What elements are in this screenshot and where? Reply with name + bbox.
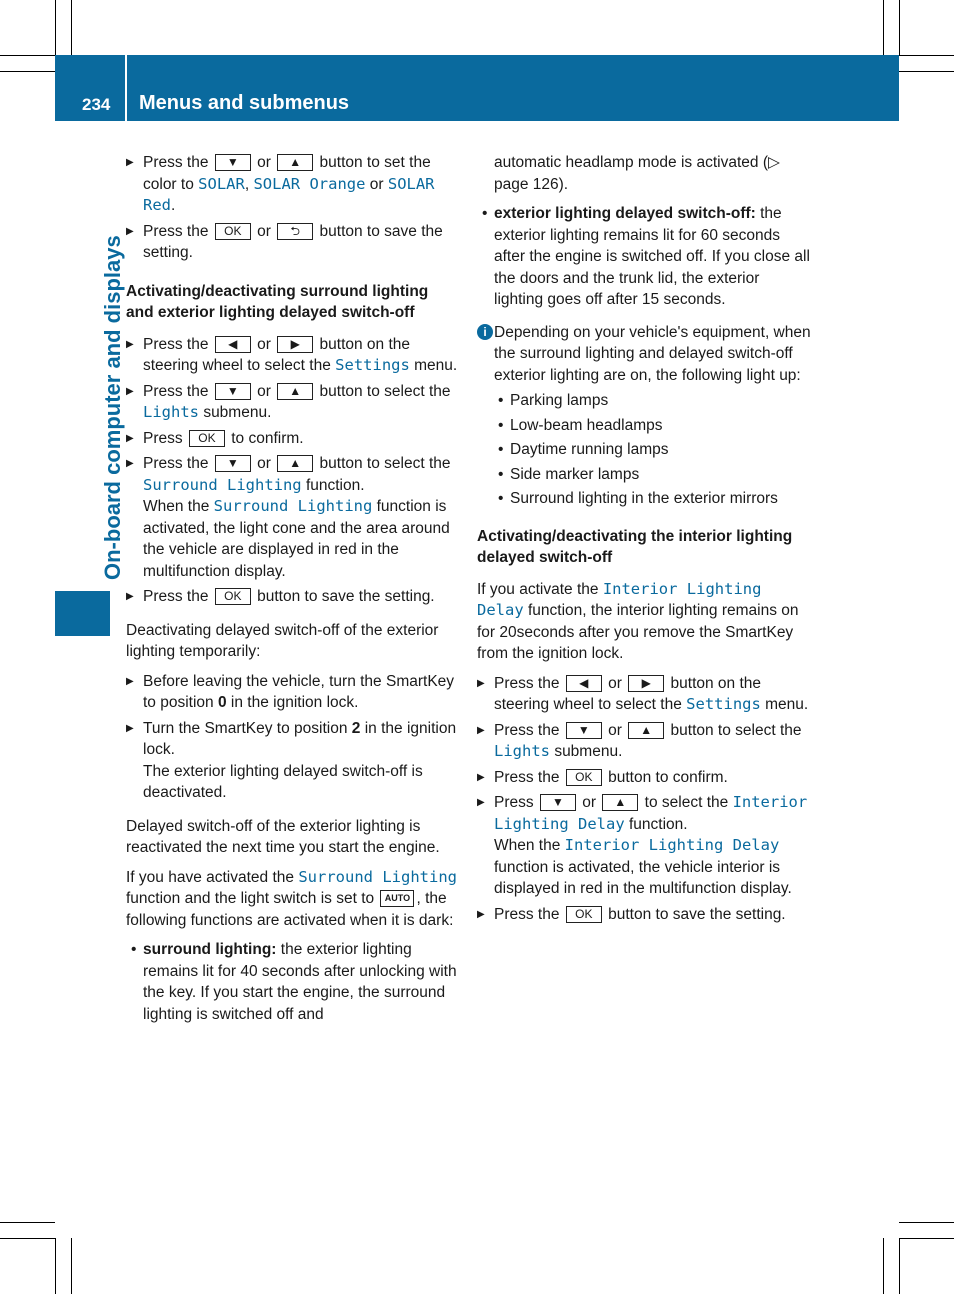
instruction-step: ▶ Press the ▼ or ▲ button to select the Lights submenu. — [477, 720, 811, 763]
paragraph: Deactivating delayed switch-off of the exterior lighting temporarily: — [126, 621, 439, 660]
list-item: • Daytime running lamps — [477, 439, 811, 461]
list-item: • Low-beam headlamps — [477, 415, 811, 437]
section-heading: Activating/deactivating surround lighting and exterior lighting delayed switch-off — [126, 282, 429, 321]
chapter-tab-label: On-board computer and displays — [100, 235, 125, 580]
instruction-step: ▶ Press the ▼ or ▲ button to select the Surround Lighting function. When the Surround Lighting function is activated, the light cone and the area around the vehicle are displayed in red in the multifunction display. — [126, 453, 458, 582]
paragraph: Delayed switch-off of the exterior lighting is reactivated the next time you start the engine. — [126, 817, 440, 856]
left-column — [126, 152, 458, 1028]
down-key-icon: ▼ — [566, 722, 602, 739]
info-note: i Depending on your vehicle's equipment, when the surround lighting and delayed switch-off exterior lighting are on, the following light up: — [477, 322, 811, 387]
crop-mark — [0, 1222, 55, 1223]
right-key-icon: ▶ — [628, 675, 664, 692]
down-key-icon: ▼ — [215, 455, 251, 472]
crop-mark — [883, 1238, 884, 1294]
up-key-icon: ▲ — [277, 383, 313, 400]
crop-mark — [899, 1238, 954, 1239]
instruction-step: ▶ Turn the SmartKey to position 2 in the ignition lock. The exterior lighting delayed switch-off is deactivated. — [126, 718, 458, 804]
left-key-icon: ◀ — [215, 336, 251, 353]
page-title: Menus and submenus — [139, 92, 350, 114]
page-number: 234 — [82, 95, 111, 114]
up-key-icon: ▲ — [277, 154, 313, 171]
header-divider — [125, 55, 127, 121]
back-key-icon: ⮌ — [277, 223, 313, 240]
crop-mark — [71, 0, 72, 55]
section-heading: Activating/deactivating the interior lighting delayed switch-off — [477, 527, 793, 566]
ok-key-icon: OK — [566, 769, 602, 786]
crop-mark — [55, 0, 56, 55]
crop-mark — [0, 71, 55, 72]
auto-switch-icon: AUTO — [380, 890, 414, 907]
crop-mark — [899, 71, 954, 72]
up-key-icon: ▲ — [628, 722, 664, 739]
crop-mark — [71, 1238, 72, 1294]
ok-key-icon: OK — [189, 430, 225, 447]
right-column — [477, 152, 811, 929]
crop-mark — [0, 1238, 55, 1239]
instruction-step: ▶ Press the ◀ or ▶ button on the steering wheel to select the Settings menu. — [477, 673, 811, 716]
crop-mark — [883, 0, 884, 55]
list-item: • Surround lighting in the exterior mirrors — [477, 488, 811, 510]
crop-mark — [899, 1238, 900, 1294]
list-item: • Side marker lamps — [477, 464, 811, 486]
info-icon: i — [477, 324, 493, 340]
chapter-tab-marker — [55, 591, 110, 636]
instruction-step: ▶ Press the OK button to save the setting. — [126, 586, 458, 608]
crop-mark — [899, 1222, 954, 1223]
right-key-icon: ▶ — [277, 336, 313, 353]
paragraph: If you have activated the Surround Lighting function and the light switch is set to AUTO , the following functions are activated when it is dark: — [126, 867, 457, 929]
left-key-icon: ◀ — [566, 675, 602, 692]
instruction-step: ▶ Before leaving the vehicle, turn the SmartKey to position 0 in the ignition lock. — [126, 671, 458, 714]
instruction-step: ▶ Press the OK button to confirm. — [477, 767, 811, 789]
instruction-step: ▶ Press ▼ or ▲ to select the Interior Lighting Delay function. When the Interior Lighting Delay function is activated, the vehicle interior is displayed in red in the multifunction display. — [477, 792, 811, 900]
list-item: • exterior lighting delayed switch-off: the exterior lighting remains lit for 60 seconds after the engine is switched off. If you close all the doors and the trunk lid, the exterior lighting goes off after 15 seconds. — [477, 203, 811, 311]
up-key-icon: ▲ — [277, 455, 313, 472]
ok-key-icon: OK — [566, 906, 602, 923]
list-item-continued: automatic headlamp mode is activated (▷ page 126). — [494, 154, 780, 193]
crop-mark — [899, 55, 954, 56]
down-key-icon: ▼ — [215, 154, 251, 171]
instruction-step: ▶ Press the ▼ or ▲ button to set the color to SOLAR, SOLAR Orange or SOLAR Red. — [126, 152, 458, 217]
instruction-step: ▶ Press the OK button to save the setting. — [477, 904, 811, 926]
ok-key-icon: OK — [215, 588, 251, 605]
down-key-icon: ▼ — [215, 383, 251, 400]
list-item: • Parking lamps — [477, 390, 811, 412]
instruction-step: ▶ Press the ◀ or ▶ button on the steering wheel to select the Settings menu. — [126, 334, 458, 377]
list-item: • surround lighting: the exterior lighting remains lit for 40 seconds after unlocking with the key. If you start the engine, the surround lighting is switched off and — [126, 939, 458, 1025]
down-key-icon: ▼ — [540, 794, 576, 811]
instruction-step: ▶ Press the OK or ⮌ button to save the setting. — [126, 221, 458, 264]
crop-mark — [0, 55, 55, 56]
instruction-step: ▶ Press the ▼ or ▲ button to select the Lights submenu. — [126, 381, 458, 424]
ok-key-icon: OK — [215, 223, 251, 240]
paragraph: If you activate the Interior Lighting Delay function, the interior lighting remains on for 20seconds after you remove the SmartKey from the ignition lock. — [477, 579, 799, 662]
instruction-step: ▶ Press OK to confirm. — [126, 428, 458, 450]
up-key-icon: ▲ — [602, 794, 638, 811]
crop-mark — [55, 1238, 56, 1294]
crop-mark — [899, 0, 900, 55]
